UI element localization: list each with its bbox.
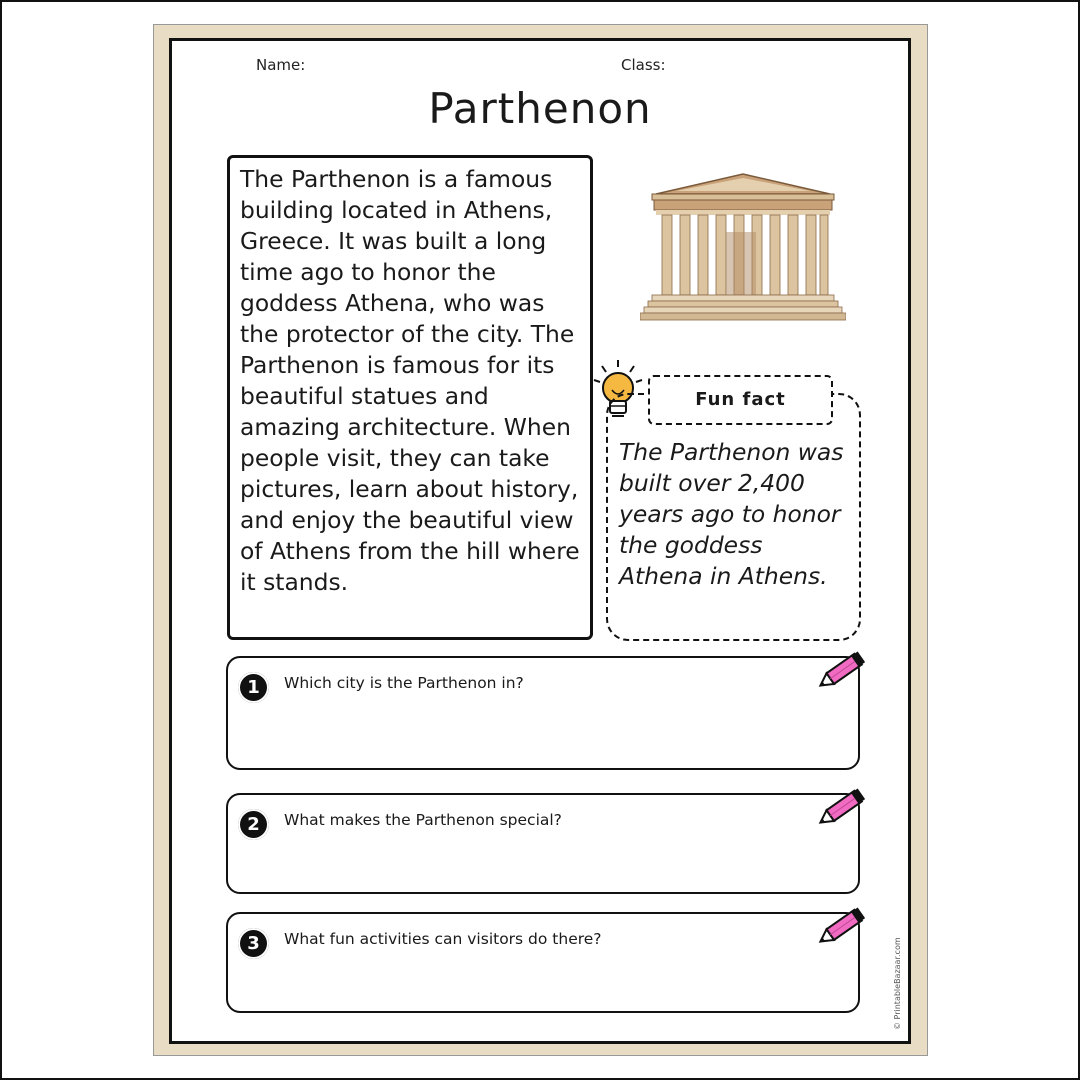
question-number-badge: 2 <box>238 809 269 840</box>
class-label: Class: <box>621 56 666 74</box>
question-text: What makes the Parthenon special? <box>284 811 562 829</box>
question-text: Which city is the Parthenon in? <box>284 674 524 692</box>
parthenon-temple-icon <box>640 170 846 330</box>
reading-passage-box <box>227 155 593 640</box>
question-box-2[interactable] <box>226 793 860 894</box>
page-title: Parthenon <box>428 84 652 133</box>
pencil-icon <box>814 785 870 831</box>
question-text: What fun activities can visitors do there? <box>284 930 602 948</box>
question-number-badge: 1 <box>238 672 269 703</box>
fun-fact-label: Fun fact <box>648 375 833 425</box>
pencil-icon <box>814 648 870 694</box>
fun-fact-text: The Parthenon was built over 2,400 years ago to honor the goddess Athena in Athens. <box>619 438 844 590</box>
fun-fact-box <box>606 393 861 641</box>
reading-passage-text: The Parthenon is a famous building located in Athens, Greece. It was built a long time ago to honor the goddess Athena, who was the protector of the city. The Parthenon is famous for its beautiful statues and amazing architecture. When people visit, they can take pictures, learn about history, and enjoy the beautiful view of Athens from the hill where it stands. <box>240 165 580 596</box>
question-number-badge: 3 <box>238 928 269 959</box>
copyright-text: © PrintableBazaar.com <box>893 937 902 1030</box>
pencil-icon <box>814 904 870 950</box>
question-box-1[interactable] <box>226 656 860 770</box>
question-box-3[interactable] <box>226 912 860 1013</box>
name-label: Name: <box>256 56 306 74</box>
